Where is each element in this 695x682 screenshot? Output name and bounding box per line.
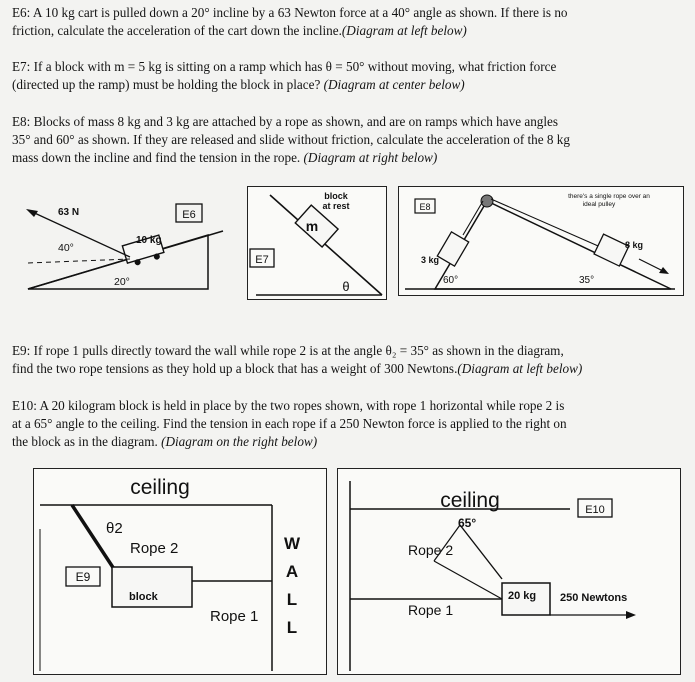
problem-e9 (12, 342, 684, 378)
ceiling-e10-stub (460, 525, 502, 579)
diagram-e10-svg (338, 469, 679, 673)
problem-e7-text: If a block with m = 5 kg is sitting on a ramp which has θ = 50° without moving, what friction force (33, 59, 557, 74)
problem-e7-ref: (Diagram at center below) (323, 77, 465, 92)
problem-e10-line3 (12, 433, 684, 451)
problem-e10-ref: (Diagram on the right below) (161, 434, 318, 449)
problem-e8-line1 (12, 113, 684, 131)
block-e8-left-mass: 3 kg (421, 255, 440, 265)
block-e10-mass: 20 kg (508, 590, 537, 602)
force-e10-arrowhead (626, 611, 636, 619)
problem-e10-label: E10: (12, 398, 37, 413)
block-e8-left-box (437, 232, 468, 266)
rope2-e9 (72, 505, 114, 569)
rope1-e9-label: Rope 1 (210, 608, 259, 625)
problem-e6-text2: friction, calculate the acceleration of the cart down the incline. (12, 23, 342, 38)
problem-e8-line2: 35° and 60° as shown. If they are released and slide without friction, calculate the acceleration of the 8 kg (12, 132, 570, 147)
diagram-e10 (337, 468, 681, 675)
block-e8-right-mass: 8 kg (625, 240, 644, 250)
diagram-e8-tag: E8 (419, 202, 431, 212)
diagram-e6 (18, 185, 238, 305)
diagram-e6-svg (18, 185, 238, 305)
force-e10-label: 250 Newtons (560, 592, 628, 604)
wall-letter-a: A (285, 562, 299, 581)
problem-e9-label: E9: (12, 343, 31, 358)
problem-e8-label: E8: (12, 114, 31, 129)
cart-e6-mass: 10 kg (136, 235, 162, 246)
diagram-e6-tag: E6 (182, 209, 196, 221)
problem-e9-text2: find the two rope tensions as they hold up a block that has a weight of 300 Newtons. (12, 361, 458, 376)
angle-e7: θ (342, 279, 350, 294)
angle-e10: 65° (458, 516, 477, 530)
problem-e7-text2: (directed up the ramp) must be holding the block in place? (12, 77, 321, 92)
problem-e6-ref: (Diagram at left below) (341, 23, 467, 38)
problem-e10 (12, 397, 684, 451)
diagram-e8-svg (399, 187, 682, 294)
diagram-e7-svg (248, 187, 385, 298)
arrow-e8-head (659, 267, 669, 274)
wall-letter-l2: L (286, 618, 298, 637)
diagram-e9-tag: E9 (75, 570, 91, 584)
ceiling-e10-label: ceiling (440, 489, 500, 512)
wall-letter-w: W (283, 534, 301, 553)
block-e7-mass: m (305, 218, 319, 234)
angle-e6-incline: 20° (114, 276, 130, 288)
problem-e6-label: E6: (12, 5, 31, 20)
angle-e6-force: 40° (58, 242, 74, 254)
diagram-e9-svg (34, 469, 325, 673)
diagram-e8 (398, 186, 684, 296)
rope2-e9-label: Rope 2 (130, 540, 179, 557)
rope2-e10-label: Rope 2 (408, 542, 454, 558)
block-e8-right-box (594, 234, 629, 266)
problem-e9-text: If rope 1 pulls directly toward the wall while rope 2 is at the angle θ₂ = 35° as shown in the diagram, (33, 343, 564, 358)
problem-e10-text: A 20 kilogram block is held in place by the two ropes shown, with rope 1 horizontal while rope 2 is (39, 398, 565, 413)
force-e6-label: 63 N (58, 207, 80, 218)
problem-e7-line2 (12, 76, 684, 94)
problem-e8-text3: mass down the incline and find the tension in the rope. (12, 150, 301, 165)
problem-e10-line1 (12, 397, 684, 415)
problem-e9-line2 (12, 360, 684, 378)
problem-e6 (12, 4, 684, 40)
force-e6-arrowhead (26, 209, 38, 217)
diagram-e8-note2: ideal pulley (582, 201, 616, 208)
problem-e10-line2: at a 65° angle to the ceiling. Find the tension in each rope if a 250 Newton force is applied to the right on (12, 416, 567, 431)
diagram-e8-note1: there's a single rope over an (568, 193, 650, 200)
rope1-e10-label: Rope 1 (408, 602, 454, 618)
problem-e7-line1 (12, 58, 684, 76)
wall-letter-l1: L (286, 590, 298, 609)
angle-e8-right: 35° (579, 275, 595, 286)
problem-e8-ref: (Diagram at right below) (303, 150, 438, 165)
problem-e6-line2 (12, 22, 684, 40)
angle-e8-left: 60° (443, 275, 459, 286)
problem-e7 (12, 58, 684, 94)
theta-e9-label: θ2 (106, 520, 123, 537)
diagram-e10-tag: E10 (585, 504, 605, 516)
problem-e9-line1 (12, 342, 684, 360)
problem-e6-text: A 10 kg cart is pulled down a 20° incline by a 63 Newton force at a 40° angle as shown. If there is no (32, 5, 568, 20)
block-e8-right (594, 234, 629, 266)
diagram-e7-tag: E7 (255, 254, 269, 266)
problem-e10-text3: the block as in the diagram. (12, 434, 158, 449)
problem-e8-text: Blocks of mass 8 kg and 3 kg are attached by a rope as shown, and are on ramps which have angles (33, 114, 559, 129)
rope-e8-left (463, 201, 483, 235)
problem-e6-line1 (12, 4, 684, 22)
problem-e9-ref: (Diagram at left below) (457, 361, 583, 376)
diagram-e7 (247, 186, 387, 300)
ceiling-e9-label: ceiling (130, 476, 190, 499)
block-e9-label: block (129, 591, 158, 603)
problem-e7-label: E7: (12, 59, 31, 74)
problem-e8 (12, 113, 684, 167)
problem-e8-line3 (12, 149, 684, 167)
diagram-e7-note1: block (324, 191, 348, 201)
diagram-e9 (33, 468, 327, 675)
block-e8-left (437, 232, 468, 266)
diagram-e7-note2: at rest (322, 201, 350, 211)
